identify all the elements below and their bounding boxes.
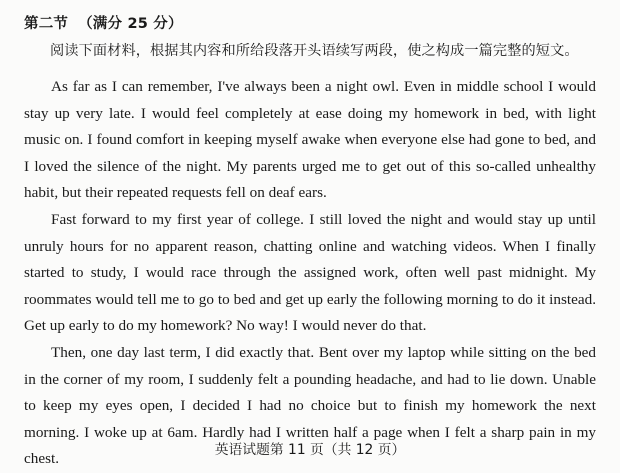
page-footer: 英语试题第 11 页（共 12 页）	[214, 442, 406, 458]
section-score-note: （满分 25 分）	[78, 16, 183, 32]
section-header	[24, 12, 183, 33]
passage-paragraph-1: As far as I can remember, I've always been a night owl. Even in middle school I would stay up very late. I would feel completely at ease doing my homework in bed, with light music on. I found comfort in keeping myself awake when everyone else had gone to bed, and I loved the silence of the night. My parents urged me to get out of this so-called unhealthy habit, but their repeated requests fell on deaf ears.	[24, 78, 596, 202]
passage-paragraph-2: Fast forward to my first year of college. I still loved the night and would stay up until unruly hours for no apparent reason, chatting online and watching videos. When I finally started to study, I would race through the assigned work, often well past midnight. My roommates would tell me to go to bed and get up early the following morning to do it instead. Get up early to do my homework? No way! I would never do that.	[24, 210, 596, 335]
passage-paragraph-3: Then, one day last term, I did exactly that. Bent over my laptop while sitting on the bed in the corner of my room, I suddenly felt a pounding headache, and had to lie down. Unable to keep my eyes open, I decided I had no choice but to finish my homework the next morning. I woke up at 6am. Hardly had I written half a page when I felt a sharp pain in my chest.	[24, 343, 596, 468]
instruction-text: 阅读下面材料，根据其内容和所给段落开头语续写两段，使之构成一篇完整的短文。	[50, 43, 579, 59]
section-title: 第二节	[24, 16, 69, 32]
reading-passage	[24, 74, 596, 473]
